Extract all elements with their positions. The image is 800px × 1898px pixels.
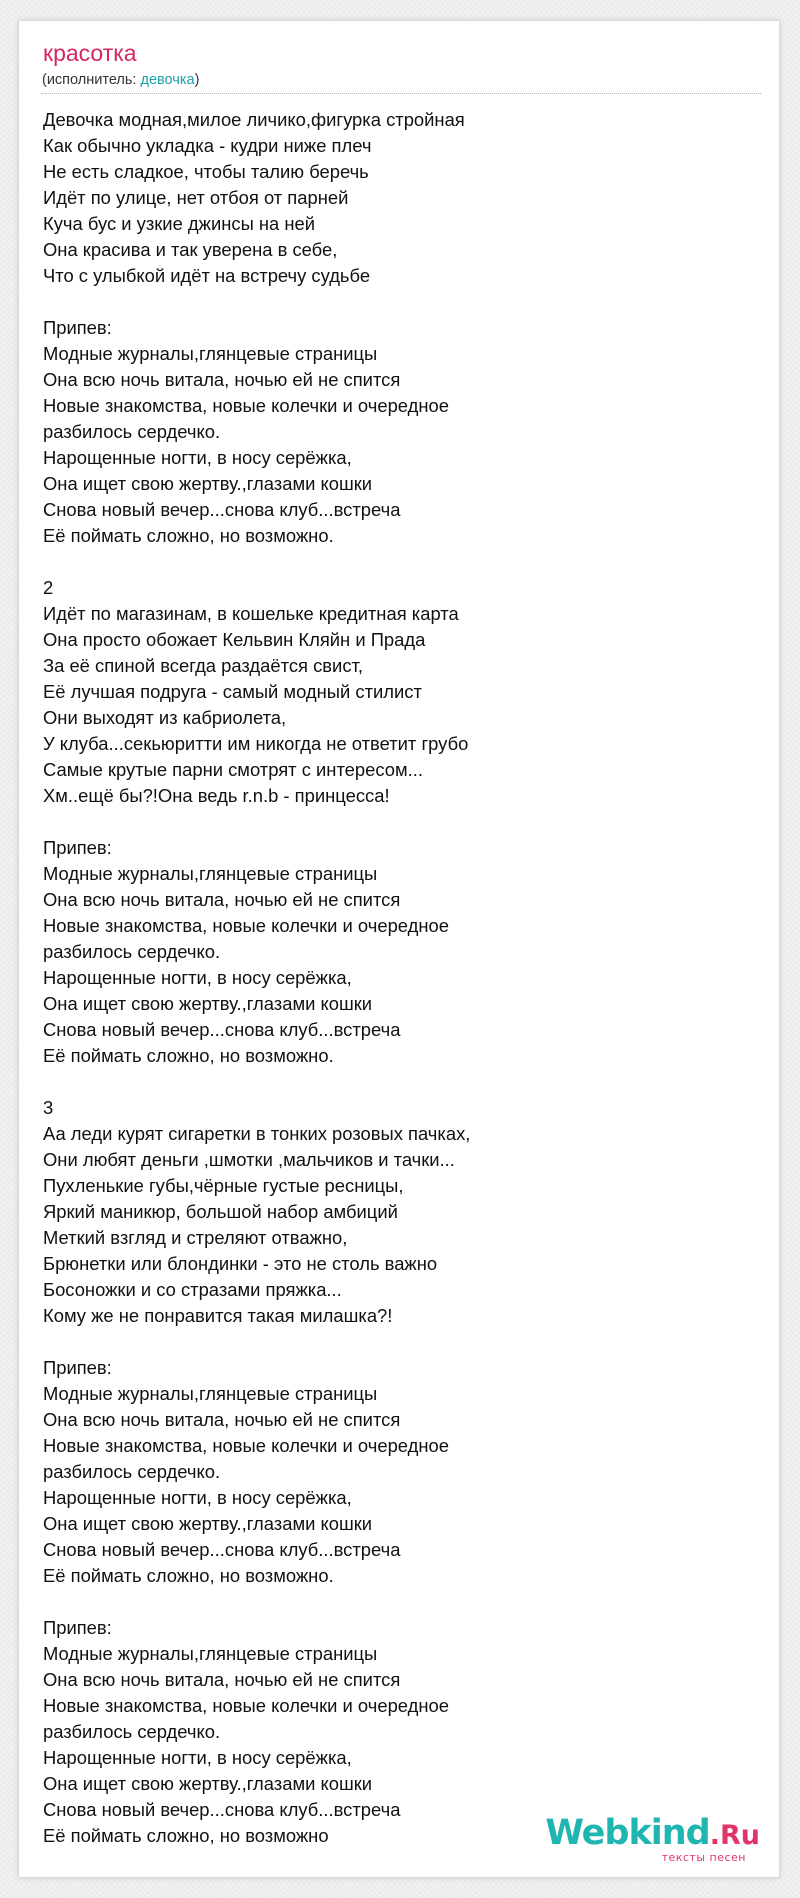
lyrics-line: Как обычно укладка - кудри ниже плеч	[43, 135, 372, 156]
lyrics-line: Идёт по магазинам, в кошельке кредитная карта	[43, 603, 459, 624]
lyrics-line: Её поймать сложно, но возможно.	[43, 1045, 334, 1066]
lyrics-line: Кому же не понравится такая милашка?!	[43, 1305, 393, 1326]
logo-tld: .Ru	[709, 1820, 760, 1851]
lyrics-line: Она всю ночь витала, ночью ей не спится	[43, 1409, 401, 1430]
artist-prefix: (исполнитель:	[42, 72, 141, 88]
artist-link[interactable]: девочка	[140, 72, 195, 88]
lyrics-line: 2	[43, 577, 54, 598]
lyrics-line: Аа леди курят сигаретки в тонких розовых пачках,	[43, 1123, 471, 1144]
lyrics-line: Нарощенные ногти, в носу серёжка,	[43, 447, 352, 468]
lyrics-line: Брюнетки или блондинки - это не столь важно	[43, 1253, 438, 1274]
lyrics-line: Модные журналы,глянцевые страницы	[43, 1383, 378, 1404]
lyrics-line: Босоножки и со стразами пряжка...	[43, 1279, 342, 1300]
lyrics-line: Она ищет свою жертву.,глазами кошки	[43, 473, 373, 494]
logo-tagline: тексты песен	[661, 1851, 746, 1864]
lyrics-line: Что с улыбкой идёт на встречу судьбе	[43, 265, 371, 286]
lyrics-line: Модные журналы,глянцевые страницы	[43, 1643, 378, 1664]
lyrics-line: Куча бус и узкие джинсы на ней	[43, 213, 316, 234]
lyrics-blank-line	[43, 809, 759, 835]
lyrics-line: Она ищет свою жертву.,глазами кошки	[43, 1513, 373, 1534]
lyrics-line: Её поймать сложно, но возможно.	[43, 1565, 334, 1586]
lyrics-line: За её спиной всегда раздаётся свист,	[43, 655, 364, 676]
lyrics-line: Нарощенные ногти, в носу серёжка,	[43, 1747, 352, 1768]
lyrics-line: Новые знакомства, новые колечки и очередное	[43, 915, 449, 936]
lyrics-line: Она всю ночь витала, ночью ей не спится	[43, 369, 401, 390]
lyrics-line: Они выходят из кабриолета,	[43, 707, 287, 728]
lyrics-line: Она ищет свою жертву.,глазами кошки	[43, 993, 373, 1014]
lyrics-line: 3	[43, 1097, 54, 1118]
lyrics-line: Она просто обожает Кельвин Кляйн и Прада	[43, 629, 426, 650]
lyrics-line: Новые знакомства, новые колечки и очередное	[43, 1435, 449, 1456]
artist-suffix: )	[194, 72, 200, 88]
lyrics-text	[43, 107, 759, 1849]
lyrics-line: Она ищет свою жертву.,глазами кошки	[43, 1773, 373, 1794]
lyrics-card	[18, 20, 780, 1878]
lyrics-line: Нарощенные ногти, в носу серёжка,	[43, 967, 352, 988]
lyrics-line: Она красива и так уверена в себе,	[43, 239, 338, 260]
title-divider	[41, 93, 761, 94]
lyrics-line: Припев:	[43, 1617, 112, 1638]
song-title: красотка	[43, 40, 137, 66]
lyrics-line: Её поймать сложно, но возможно.	[43, 525, 334, 546]
lyrics-line: разбилось сердечко.	[43, 1461, 221, 1482]
lyrics-line: Её лучшая подруга - самый модный стилист	[43, 681, 422, 702]
lyrics-line: Пухленькие губы,чёрные густые ресницы,	[43, 1175, 404, 1196]
lyrics-line: разбилось сердечко.	[43, 1721, 221, 1742]
lyrics-line: Снова новый вечер...снова клуб...встреча	[43, 1019, 401, 1040]
lyrics-line: Модные журналы,глянцевые страницы	[43, 863, 378, 884]
lyrics-line: Хм..ещё бы?!Она ведь r.n.b - принцесса!	[43, 785, 390, 806]
lyrics-line: Снова новый вечер...снова клуб...встреча	[43, 499, 401, 520]
webkind-logo[interactable]	[545, 1813, 760, 1864]
lyrics-line: Она всю ночь витала, ночью ей не спится	[43, 889, 401, 910]
lyrics-line: Она всю ночь витала, ночью ей не спится	[43, 1669, 401, 1690]
lyrics-line: Они любят деньги ,шмотки ,мальчиков и тачки...	[43, 1149, 455, 1170]
lyrics-line: Снова новый вечер...снова клуб...встреча	[43, 1799, 401, 1820]
lyrics-line: Яркий маникюр, большой набор амбиций	[43, 1201, 398, 1222]
lyrics-blank-line	[43, 1069, 759, 1095]
lyrics-line: Меткий взгляд и стреляют отважно,	[43, 1227, 348, 1248]
lyrics-line: Идёт по улице, нет отбоя от парней	[43, 187, 349, 208]
lyrics-line: Припев:	[43, 1357, 112, 1378]
lyrics-blank-line	[43, 1329, 759, 1355]
lyrics-line: разбилось сердечко.	[43, 941, 221, 962]
lyrics-line: Новые знакомства, новые колечки и очередное	[43, 395, 449, 416]
lyrics-line: разбилось сердечко.	[43, 421, 221, 442]
lyrics-line: Припев:	[43, 317, 112, 338]
lyrics-line: Девочка модная,милое личико,фигурка стройная	[43, 109, 465, 130]
lyrics-blank-line	[43, 1589, 759, 1615]
lyrics-line: Нарощенные ногти, в носу серёжка,	[43, 1487, 352, 1508]
lyrics-line: У клуба...секьюритти им никогда не ответит грубо	[43, 733, 469, 754]
lyrics-line: Не есть сладкое, чтобы талию беречь	[43, 161, 369, 182]
lyrics-line: Снова новый вечер...снова клуб...встреча	[43, 1539, 401, 1560]
lyrics-blank-line	[43, 549, 759, 575]
lyrics-line: Самые крутые парни смотрят с интересом...	[43, 759, 423, 780]
logo-name: Webkind	[545, 1813, 710, 1853]
lyrics-line: Её поймать сложно, но возможно	[43, 1825, 329, 1846]
lyrics-line: Припев:	[43, 837, 112, 858]
lyrics-line: Новые знакомства, новые колечки и очередное	[43, 1695, 449, 1716]
artist-line	[42, 73, 199, 88]
lyrics-blank-line	[43, 289, 759, 315]
lyrics-line: Модные журналы,глянцевые страницы	[43, 343, 378, 364]
